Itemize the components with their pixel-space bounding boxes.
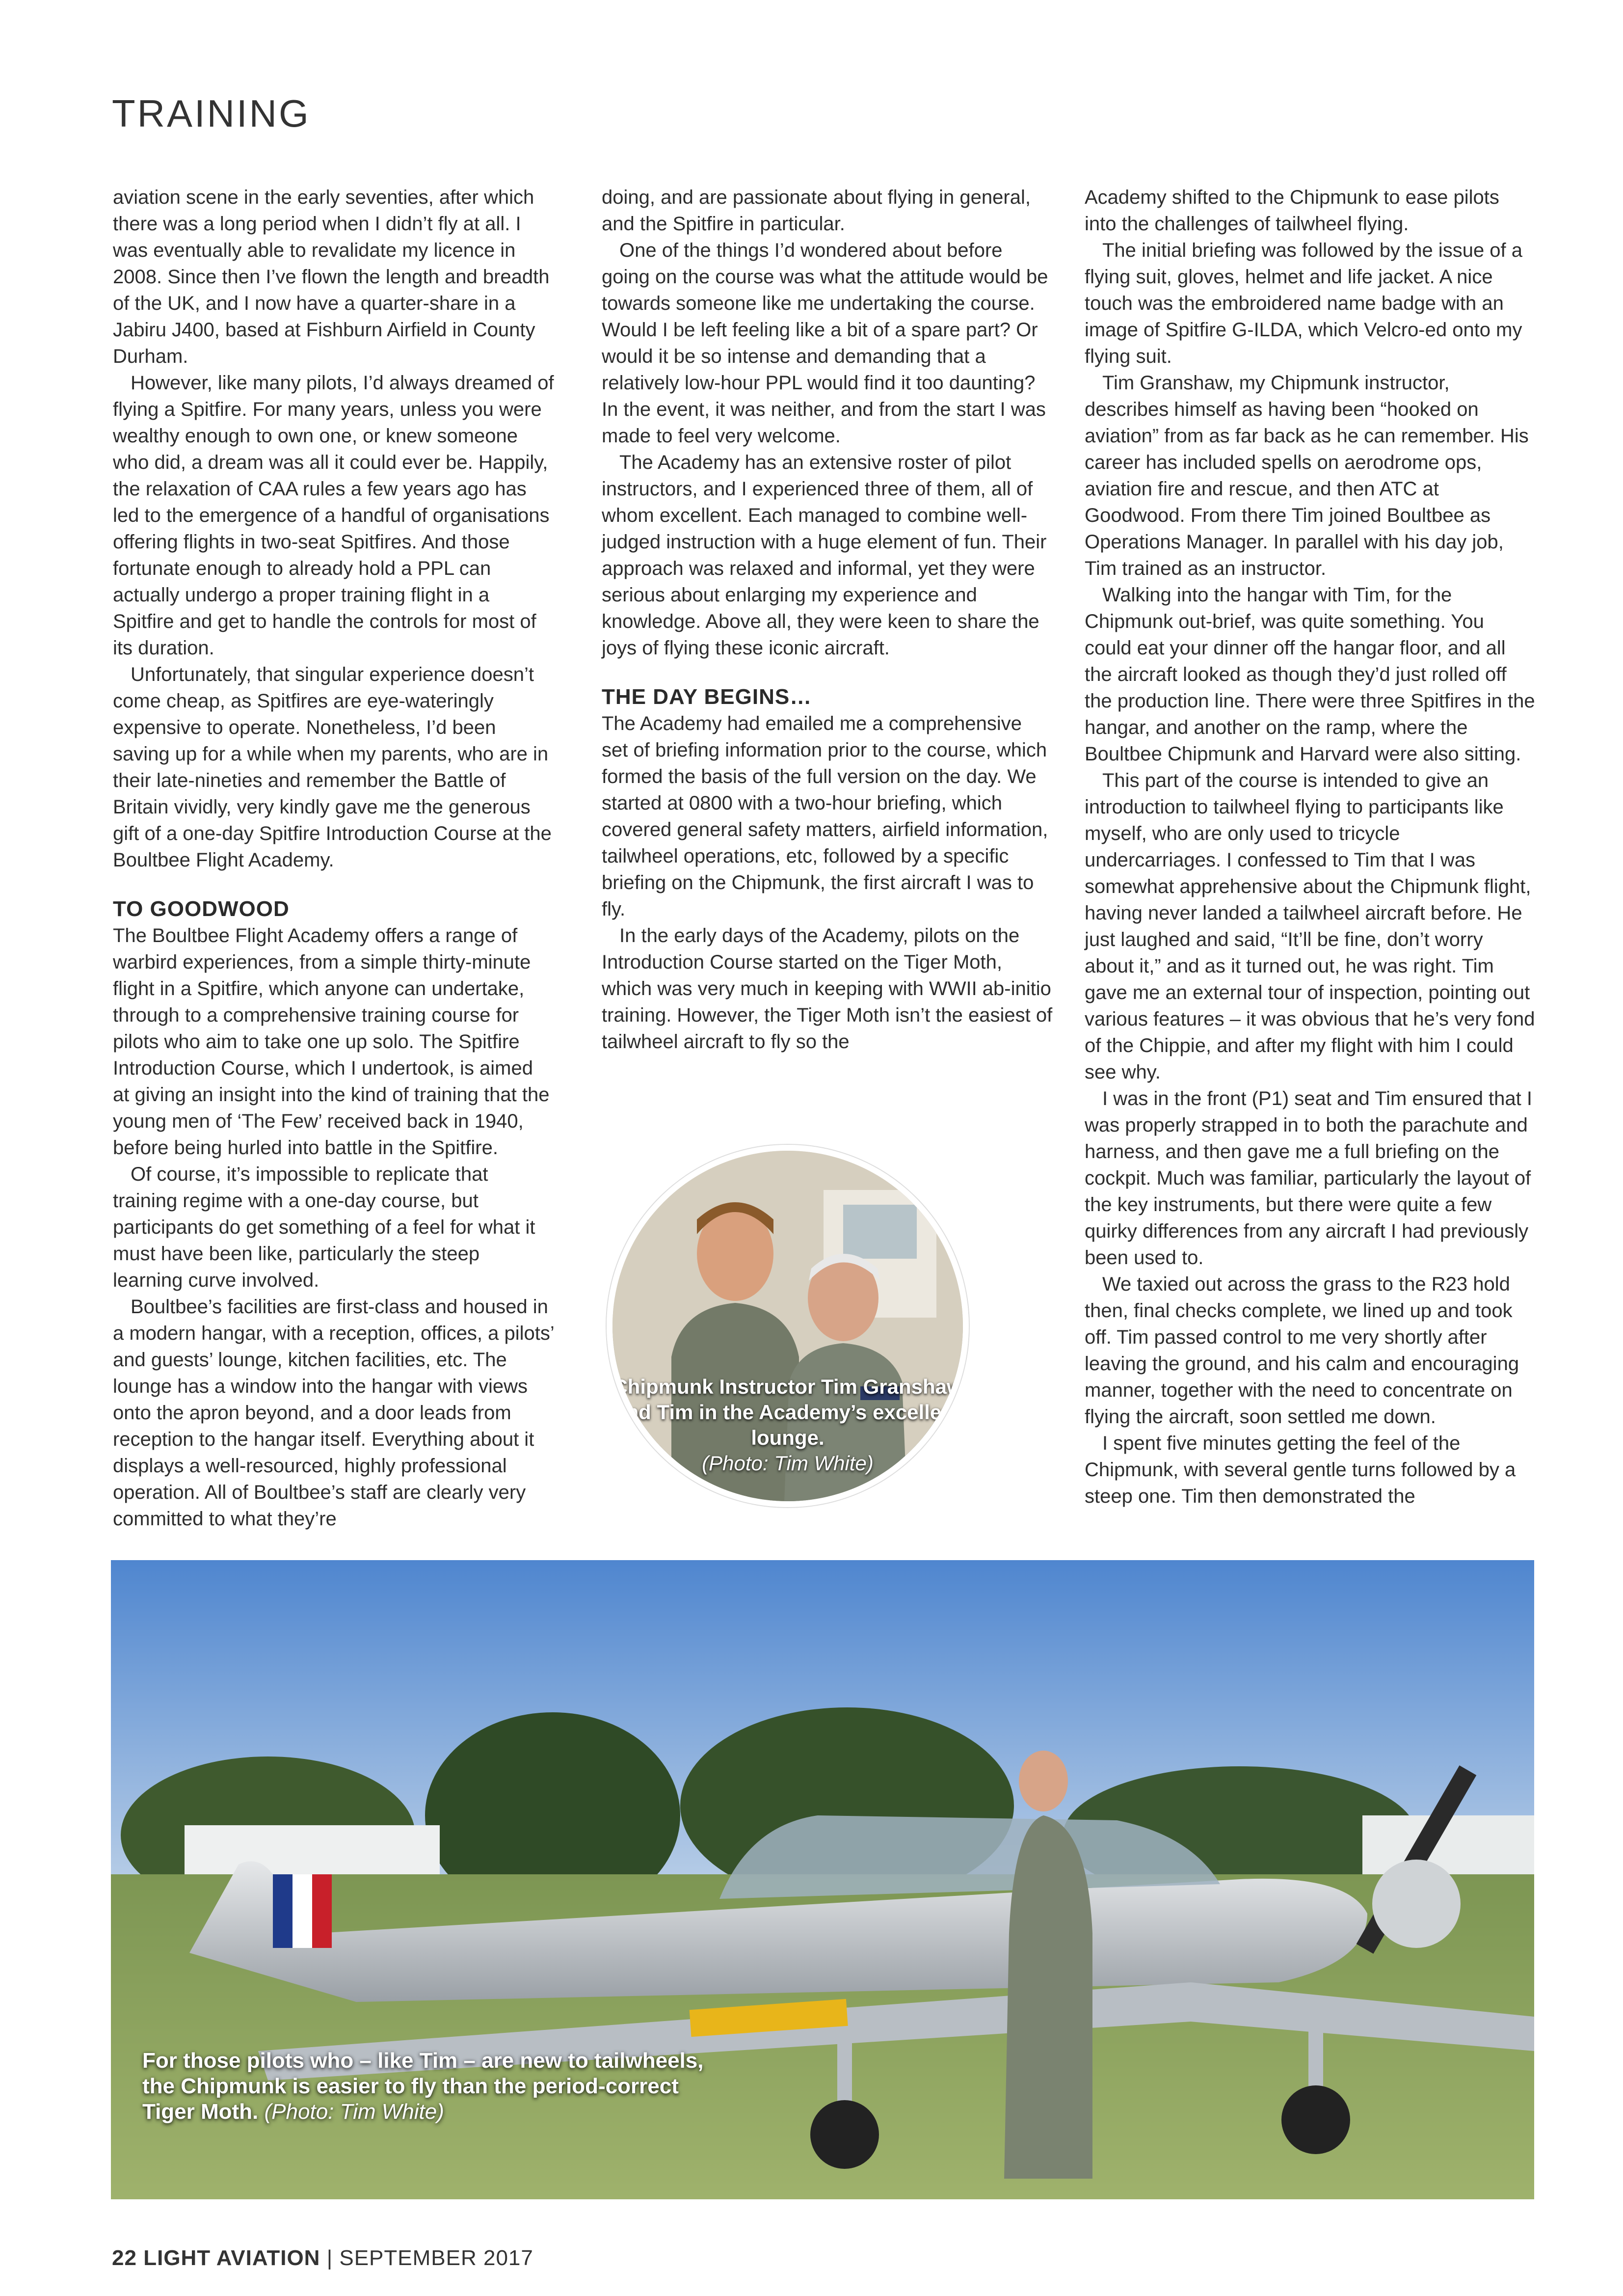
footer-separator: |	[326, 2246, 333, 2270]
issue-date: SEPTEMBER 2017	[339, 2246, 533, 2270]
paragraph: Walking into the hangar with Tim, for the Chipmunk out-brief, was quite something. You could eat your dinner off the hangar floor, and all the aircraft looked as though they’d just rolled off the production line. There were three Spitfires in the hangar, and another on the ramp, where the Boultbee Chipmunk and Harvard were also sitting.	[1085, 584, 1535, 765]
paragraph: We taxied out across the grass to the R23 hold then, final checks complete, we lined up and took off. Tim passed control to me very shortly after leaving the ground, and his calm and encouraging manner, together with the need to concentrate on flying the aircraft, soon settled me down.	[1085, 1273, 1519, 1428]
chipmunk-caption-text: For those pilots who – like Tim – are new to tailwheels, the Chipmunk is easier to fly than the period-correct Tiger Moth.	[142, 2049, 704, 2124]
paragraph: Tim Granshaw, my Chipmunk instructor, describes himself as having been “hooked on aviation” from as far back as he can remember. His career has included spells on aerodrome ops, aviation fire and rescue, and then ATC at Goodwood. From there Tim joined Boultbee as Operations Manager. In parallel with his day job, Tim trained as an instructor.	[1085, 372, 1529, 579]
section-title: TRAINING	[112, 92, 311, 135]
lounge-photo-caption	[612, 1374, 963, 1476]
subheading-to-goodwood: TO GOODWOOD	[113, 897, 290, 921]
lounge-caption-text: Chipmunk Instructor Tim Granshaw and Tim in the Academy’s excellent lounge.	[612, 1375, 963, 1449]
paragraph: The Academy had emailed me a comprehensive set of briefing information prior to the course, which formed the basis of the full version on the day. We started at 0800 with a two-hour briefing, which covered general safety matters, airfield information, tailwheel operations, etc, followed by a specific briefing on the Chipmunk, the first aircraft I was to fly.	[602, 713, 1048, 920]
subheading-the-day-begins: THE DAY BEGINS…	[602, 685, 812, 709]
paragraph: aviation scene in the early seventies, after which there was a long period when I didn’t fly at all. I was eventually able to revalidate my licence in 2008. Since then I’ve flown the length and breadth of the UK, and I now have a quarter-share in a Jabiru J400, based at Fishburn Airfield in County Durham.	[113, 187, 550, 367]
paragraph: In the early days of the Academy, pilots on the Introduction Course started on the Tiger Moth, which was very much in keeping with WWII ab-initio training. However, the Tiger Moth isn’t the easiest of tailwheel aircraft to fly so the	[602, 925, 1053, 1053]
paragraph: Boultbee’s facilities are first-class and housed in a modern hangar, with a reception, offices, a pilots’ and guests’ lounge, kitchen facilities, etc. The lounge has a window into the hangar with views onto the apron beyond, and a door leads from reception to the hangar itself. Everything about it displays a well-resourced, highly professional operation. All of Boultbee’s staff are clearly very committed to what they’re	[113, 1296, 554, 1530]
page-number: 22	[112, 2246, 137, 2270]
article-column-3	[1085, 184, 1536, 1510]
chipmunk-photo-caption	[142, 2048, 731, 2125]
paragraph: This part of the course is intended to give an introduction to tailwheel flying to participants like myself, who are only used to tricycle undercarriages. I confessed to Tim that I was somewhat apprehensive about the Chipmunk flight, having never landed a tailwheel aircraft before. He just laughed and said, “It’ll be fine, don’t worry about it,” and as it turned out, he was right. Tim gave me an external tour of inspection, pointing out various features – it was obvious that he’s very fond of the Chippie, and after my flight with him I could see why.	[1085, 770, 1535, 1083]
paragraph: One of the things I’d wondered about before going on the course was what the attitude would be towards someone like me undertaking the course. Would I be left feeling like a bit of a spare part? Or would it be so intense and demanding that a relatively low-hour PPL would find it too daunting? In the event, it was neither, and from the start I was made to feel very welcome.	[602, 240, 1048, 447]
paragraph: Of course, it’s impossible to replicate that training regime with a one-day course, but participants do get something of a feel for what it must have been like, particularly the steep learning curve involved.	[113, 1163, 535, 1291]
paragraph: Unfortunately, that singular experience doesn’t come cheap, as Spitfires are eye-wateringly expensive to operate. Nonetheless, I’d been saving up for a while when my parents, who are in their late-nineties and remember the Battle of Britain vividly, very kindly gave me the generous gift of a one-day Spitfire Introduction Course at the Boultbee Flight Academy.	[113, 664, 552, 871]
paragraph: doing, and are passionate about flying in general, and the Spitfire in particular.	[602, 187, 1031, 235]
page-footer	[112, 2246, 533, 2270]
article-column-1	[113, 184, 555, 1532]
paragraph: The Academy has an extensive roster of pilot instructors, and I experienced three of them, all of whom excellent. Each managed to combine well-judged instruction with a huge element of fun. Their approach was relaxed and informal, yet they were serious about enlarging my experience and knowledge. Above all, they were keen to share the joys of flying these iconic aircraft.	[602, 452, 1047, 659]
lounge-photo	[607, 1145, 969, 1507]
paragraph: I spent five minutes getting the feel of the Chipmunk, with several gentle turns followed by a steep one. Tim then demonstrated the	[1085, 1432, 1516, 1507]
lounge-caption-credit: (Photo: Tim White)	[702, 1452, 874, 1475]
magazine-title: LIGHT AVIATION	[143, 2246, 320, 2270]
paragraph: The initial briefing was followed by the issue of a flying suit, gloves, helmet and life jacket. A nice touch was the embroidered name badge with an image of Spitfire G-ILDA, which Velcro-ed onto my flying suit.	[1085, 240, 1523, 367]
paragraph: Academy shifted to the Chipmunk to ease pilots into the challenges of tailwheel flying.	[1085, 187, 1499, 235]
paragraph: I was in the front (P1) seat and Tim ensured that I was properly strapped in to both the parachute and harness, and then gave me a full briefing on the cockpit. Much was familiar, particularly the layout of the key instruments, but there were quite a few quirky differences from any aircraft I had previously been used to.	[1085, 1088, 1532, 1269]
chipmunk-caption-credit: (Photo: Tim White)	[264, 2100, 444, 2124]
paragraph: However, like many pilots, I’d always dreamed of flying a Spitfire. For many years, unless you were wealthy enough to own one, or knew someone who did, a dream was all it could ever be. Happily, the relaxation of CAA rules a few years ago has led to the emergence of a handful of organisations offering flights in two-seat Spitfires. And those fortunate enough to already hold a PPL can actually undergo a proper training flight in a Spitfire and get to handle the controls for most of its duration.	[113, 372, 554, 659]
article-column-2	[602, 184, 1053, 1055]
paragraph: The Boultbee Flight Academy offers a range of warbird experiences, from a simple thirty-minute flight in a Spitfire, which anyone can undertake, through to a comprehensive training course for pilots who aim to take one up solo. The Spitfire Introduction Course, which I undertook, is aimed at giving an insight into the kind of training that the young men of ‘The Few’ received back in 1940, before being hurled into battle in the Spitfire.	[113, 925, 550, 1159]
